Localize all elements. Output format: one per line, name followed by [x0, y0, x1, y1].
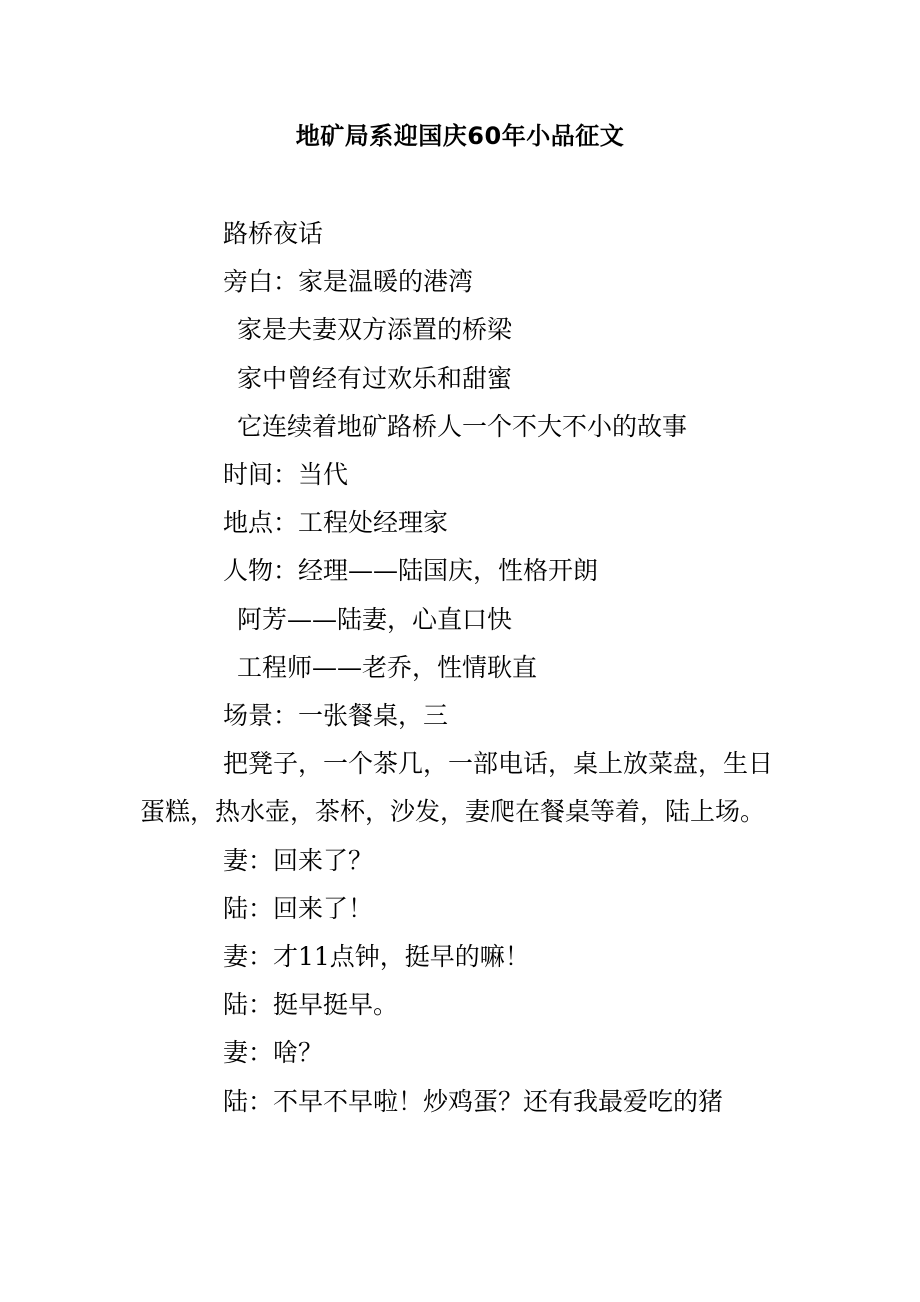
- text-line: 旁白：家是温暖的港湾: [223, 267, 474, 297]
- text-line: 家是夫妻双方添置的桥梁: [237, 315, 513, 345]
- text-line: 阿芳——陆妻，心直口快: [237, 604, 513, 634]
- text-line: 妻：才11点钟，挺早的嘛！: [223, 942, 530, 972]
- document-body: [140, 210, 790, 1126]
- text-line: 陆：挺早挺早。: [223, 990, 399, 1020]
- text-line: 时间：当代: [223, 460, 349, 490]
- document-title: 地矿局系迎国庆60年小品征文: [295, 122, 625, 150]
- text-line: 陆：回来了！: [223, 893, 374, 923]
- text-line: 地点：工程处经理家: [223, 508, 449, 538]
- text-line: 场景：一张餐桌，三: [223, 701, 449, 731]
- text-paragraph: 把凳子，一个茶几，一部电话，桌上放菜盘，生日蛋糕，热水壶，茶杯，沙发，妻爬在餐桌等着，陆上场。: [140, 749, 774, 827]
- text-line: 路桥夜话: [223, 219, 324, 248]
- text-line: 妻：啥？: [223, 1038, 324, 1068]
- text-line: 工程师——老乔，性情耿直: [237, 652, 538, 682]
- text-line: 家中曾经有过欢乐和甜蜜: [237, 363, 513, 393]
- text-line: 它连续着地矿路桥人一个不大不小的故事: [237, 411, 688, 441]
- text-line: 人物：经理——陆国庆，性格开朗: [223, 556, 599, 586]
- text-line: 妻：回来了？: [223, 845, 374, 875]
- text-line: 陆：不早不早啦！炒鸡蛋？还有我最爱吃的猪: [223, 1086, 724, 1116]
